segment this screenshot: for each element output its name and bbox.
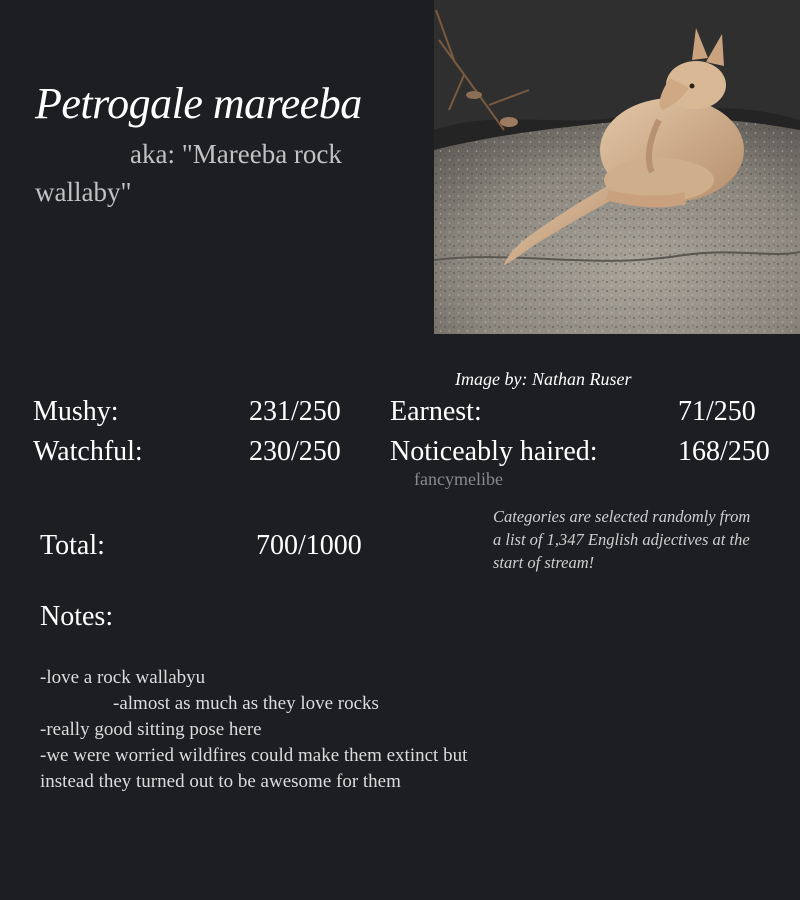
notes-heading: Notes: (40, 601, 114, 632)
stat-label-noticeably-haired: Noticeably haired: (390, 436, 598, 467)
note-line: instead they turned out to be awesome for them (40, 771, 401, 792)
note-line: -love a rock wallabyu (40, 667, 206, 688)
total-value: 700/1000 (256, 530, 362, 561)
total-label: Total: (40, 530, 105, 561)
stat-label-watchful: Watchful: (33, 436, 143, 467)
notes-list (40, 665, 540, 795)
note-line: -we were worried wildfires could make them extinct but (40, 745, 468, 766)
categories-note: Categories are selected randomly from a list of 1,347 English adjectives at the start of stream! (493, 507, 751, 572)
stat-label-earnest: Earnest: (390, 396, 482, 427)
common-name: aka: "Mareeba rock wallaby" (35, 139, 342, 207)
stat-value-noticeably-haired: 168/250 (678, 436, 770, 467)
stat-label-mushy: Mushy: (33, 396, 119, 427)
image-credit: Image by: Nathan Ruser (455, 369, 632, 389)
stat-value-mushy: 231/250 (249, 396, 341, 427)
note-line: -really good sitting pose here (40, 719, 262, 740)
stat-value-earnest: 71/250 (678, 396, 756, 427)
stat-value-watchful: 230/250 (249, 436, 341, 467)
note-line: -almost as much as they love rocks (113, 693, 379, 714)
watermark: fancymelibe (414, 469, 503, 489)
species-title: Petrogale mareeba (35, 79, 362, 128)
wallaby-photo (434, 0, 800, 334)
